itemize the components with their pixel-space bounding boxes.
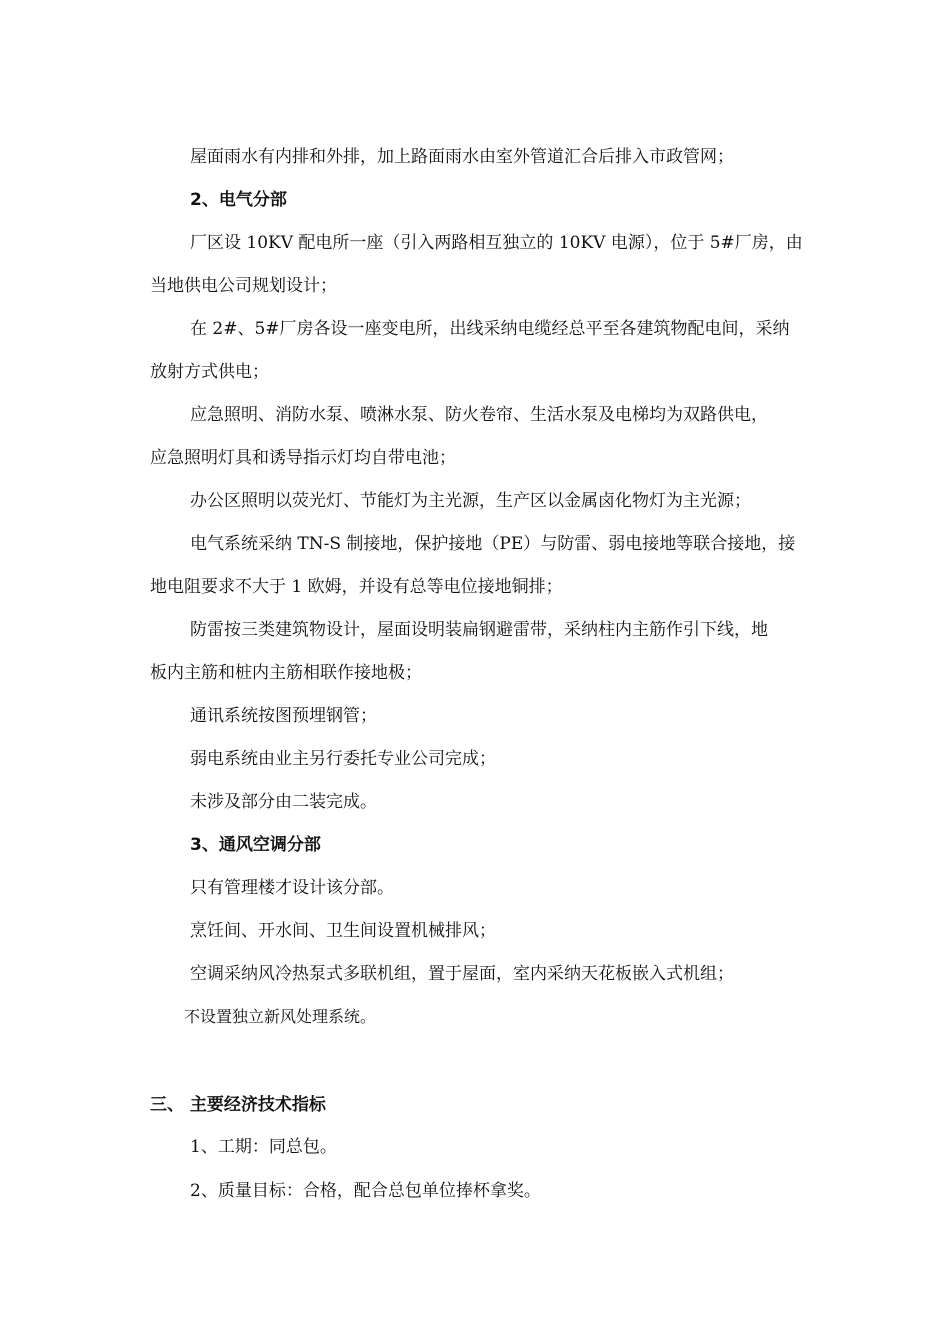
paragraph-line: 屋面雨水有内排和外排，加上路面雨水由室外管道汇合后排入市政管网； [190,147,734,167]
paragraph-line: 厂区设 10KV 配电所一座（引入两路相互独立的 10KV 电源），位于 5#厂房，由 [190,233,803,253]
paragraph-line: 办公区照明以荧光灯、节能灯为主光源，生产区以金属卤化物灯为主光源； [190,491,751,511]
paragraph-line: 在 2#、5#厂房各设一座变电所，出线采纳电缆经总平至各建筑物配电间，采纳 [190,319,790,339]
paragraph-line: 当地供电公司规划设计； [150,276,337,296]
paragraph-line: 空调采纳风冷热泵式多联机组，置于屋面，室内采纳天花板嵌入式机组； [190,964,734,984]
paragraph-line: 应急照明灯具和诱导指示灯均自带电池； [150,448,456,468]
paragraph-line: 弱电系统由业主另行委托专业公司完成； [190,749,496,769]
paragraph-line: 通讯系统按图预埋钢管； [190,706,377,726]
section-heading-hvac: 3、通风空调分部 [190,835,321,855]
paragraph-line: 地电阻要求不大于 1 欧姆，并设有总等电位接地铜排； [150,577,563,597]
paragraph-line: 电气系统采纳 TN-S 制接地，保护接地（PE）与防雷、弱电接地等联合接地，接 [190,534,796,554]
paragraph-line: 2、质量目标：合格，配合总包单位捧杯拿奖。 [190,1181,541,1201]
section-heading-electrical: 2、电气分部 [190,190,287,210]
paragraph-line: 防雷按三类建筑物设计，屋面设明装扁钢避雷带，采纳柱内主筋作引下线，地 [190,620,768,640]
paragraph-line: 放射方式供电； [150,362,269,382]
paragraph-line: 只有管理楼才设计该分部。 [190,878,394,898]
paragraph-line: 烹饪间、开水间、卫生间设置机械排风； [190,921,496,941]
paragraph-line: 板内主筋和桩内主筋相联作接地极； [150,663,422,683]
section-heading-economic-indicators: 三、 主要经济技术指标 [150,1095,326,1115]
paragraph-line: 未涉及部分由二装完成。 [190,792,377,812]
paragraph-line: 不设置独立新风处理系统。 [184,1007,377,1026]
paragraph-line: 应急照明、消防水泵、喷淋水泵、防火卷帘、生活水泵及电梯均为双路供电， [190,405,768,425]
paragraph-line: 1、工期：同总包。 [190,1137,337,1157]
